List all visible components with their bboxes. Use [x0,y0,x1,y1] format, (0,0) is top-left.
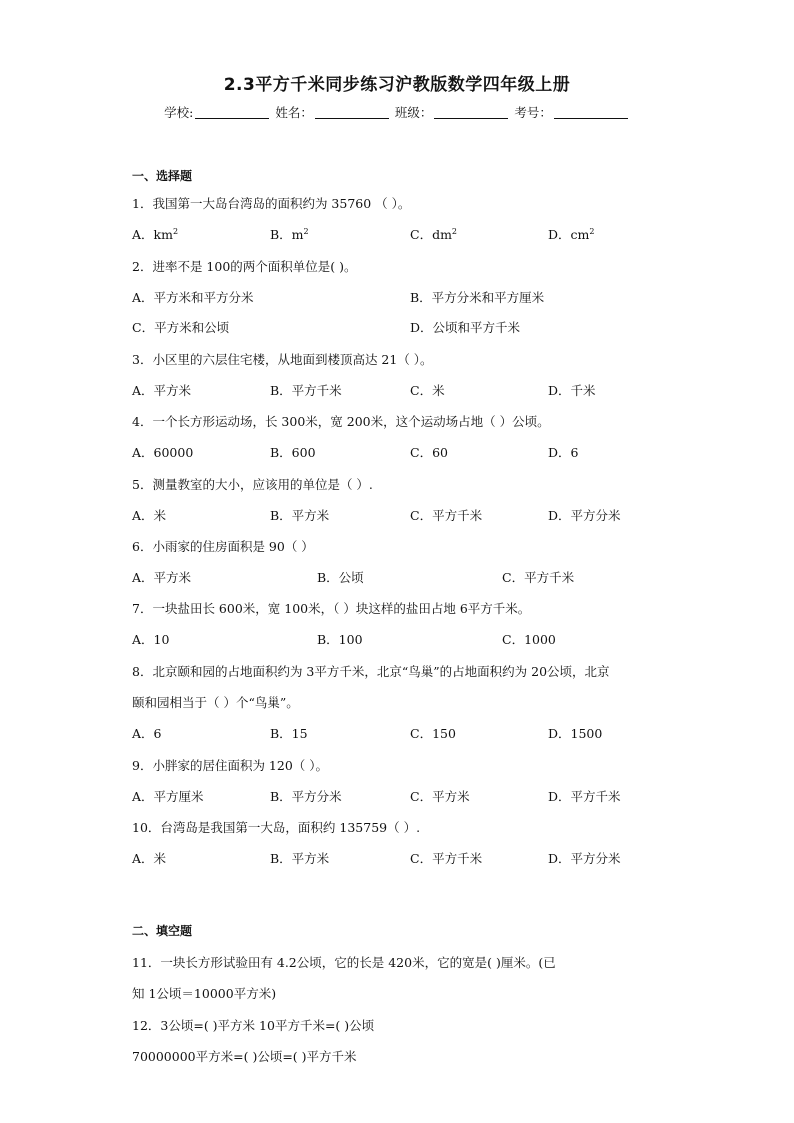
q8-option-d[interactable]: D．1500 [548,726,603,741]
name-label: 姓名： [275,105,313,120]
exam-no-label: 考号： [514,105,552,120]
question-8-stem-line2: 颐和园相当于（ ）个“鸟巢”。 [132,695,299,710]
q1-option-b[interactable]: B．$m^2$ [270,227,309,242]
page-title: 2.3平方千米同步练习沪教版数学四年级上册 [223,75,571,95]
q4-option-a[interactable]: A．60000 [132,445,194,460]
school-label: 学校: [164,105,194,120]
q2-option-b[interactable]: B．平方分米和平方厘米 [410,290,545,305]
q8-option-a[interactable]: A．6 [132,726,162,741]
q10-option-d[interactable]: D．平方分米 [548,851,621,866]
q2-option-a[interactable]: A．平方米和平方分米 [132,290,254,305]
q6-option-c[interactable]: C．平方千米 [502,570,575,585]
q5-option-d[interactable]: D．平方分米 [548,508,621,523]
question-7-stem: 7．一块盐田长 600米，宽 100米，（ ）块这样的盐田占地 6平方千米。 [132,601,531,616]
q4-option-b[interactable]: B．600 [270,445,316,460]
q4-option-c[interactable]: C．60 [410,445,448,460]
question-6-stem: 6．小雨家的住房面积是 90（ ） [132,539,314,554]
section-choice-heading: 一、选择题 [132,169,193,183]
q1-option-a[interactable]: A．$km^2$ [132,227,179,242]
class-blank[interactable] [434,105,508,119]
q3-option-b[interactable]: B．平方千米 [270,383,342,398]
q6-option-a[interactable]: A．平方米 [132,570,192,585]
question-8-stem-line1: 8．北京颐和园的占地面积约为 3平方千米，北京“鸟巢”的占地面积约为 20公顷，北京 [132,664,610,679]
q3-option-a[interactable]: A．平方米 [132,383,192,398]
q8-option-b[interactable]: B．15 [270,726,308,741]
q4-option-d[interactable]: D．6 [548,445,579,460]
question-9-stem: 9．小胖家的居住面积为 120（ ）。 [132,758,329,773]
q7-option-a[interactable]: A．10 [132,632,170,647]
question-4-stem: 4．一个长方形运动场，长 300米，宽 200米，这个运动场占地（ ）公顷。 [132,414,550,429]
question-11-line2: 知 1公顷＝10000平方米) [132,986,277,1001]
q8-option-c[interactable]: C．150 [410,726,456,741]
q9-option-d[interactable]: D．平方千米 [548,789,621,804]
name-blank[interactable] [315,105,389,119]
question-11-line1: 11．一块长方形试验田有 4.2公顷，它的长是 420米，它的宽是( )厘米。(已 [132,955,556,970]
q9-option-a[interactable]: A．平方厘米 [132,789,204,804]
q2-option-c[interactable]: C．平方米和公顷 [132,320,230,335]
q3-option-d[interactable]: D．千米 [548,383,596,398]
q9-option-c[interactable]: C．平方米 [410,789,470,804]
q6-option-b[interactable]: B．公顷 [317,570,364,585]
question-12-line2: 70000000平方米=( )公顷=( )平方千米 [132,1049,357,1064]
q1-option-c[interactable]: C．$dm^2$ [410,227,458,242]
q5-option-a[interactable]: A．米 [132,508,167,523]
question-12-line1: 12．3公顷=( )平方米 10平方千米=( )公顷 [132,1018,375,1033]
question-3-stem: 3．小区里的六层住宅楼，从地面到楼顶高达 21（ ）。 [132,352,433,367]
school-blank[interactable] [195,105,269,119]
student-info-line [0,103,794,121]
question-10-stem: 10．台湾岛是我国第一大岛，面积约 135759（ ）. [132,820,421,835]
q10-option-b[interactable]: B．平方米 [270,851,330,866]
section-fill-heading: 二、填空题 [132,924,193,938]
q2-option-d[interactable]: D．公顷和平方千米 [410,320,521,335]
q9-option-b[interactable]: B．平方分米 [270,789,342,804]
q10-option-a[interactable]: A．米 [132,851,167,866]
question-5-stem: 5．测量教室的大小，应该用的单位是（ ）. [132,477,373,492]
q3-option-c[interactable]: C．米 [410,383,445,398]
q5-option-c[interactable]: C．平方千米 [410,508,483,523]
exam-no-blank[interactable] [554,105,628,119]
question-2-stem: 2．进率不是 100的两个面积单位是( )。 [132,259,357,274]
q10-option-c[interactable]: C．平方千米 [410,851,483,866]
q7-option-b[interactable]: B．100 [317,632,363,647]
q5-option-b[interactable]: B．平方米 [270,508,330,523]
q7-option-c[interactable]: C．1000 [502,632,556,647]
q1-option-d[interactable]: D．$cm^2$ [548,227,595,242]
question-1-stem: 1．我国第一大岛台湾岛的面积约为 35760 （ ）。 [132,196,411,211]
class-label: 班级： [394,105,433,120]
